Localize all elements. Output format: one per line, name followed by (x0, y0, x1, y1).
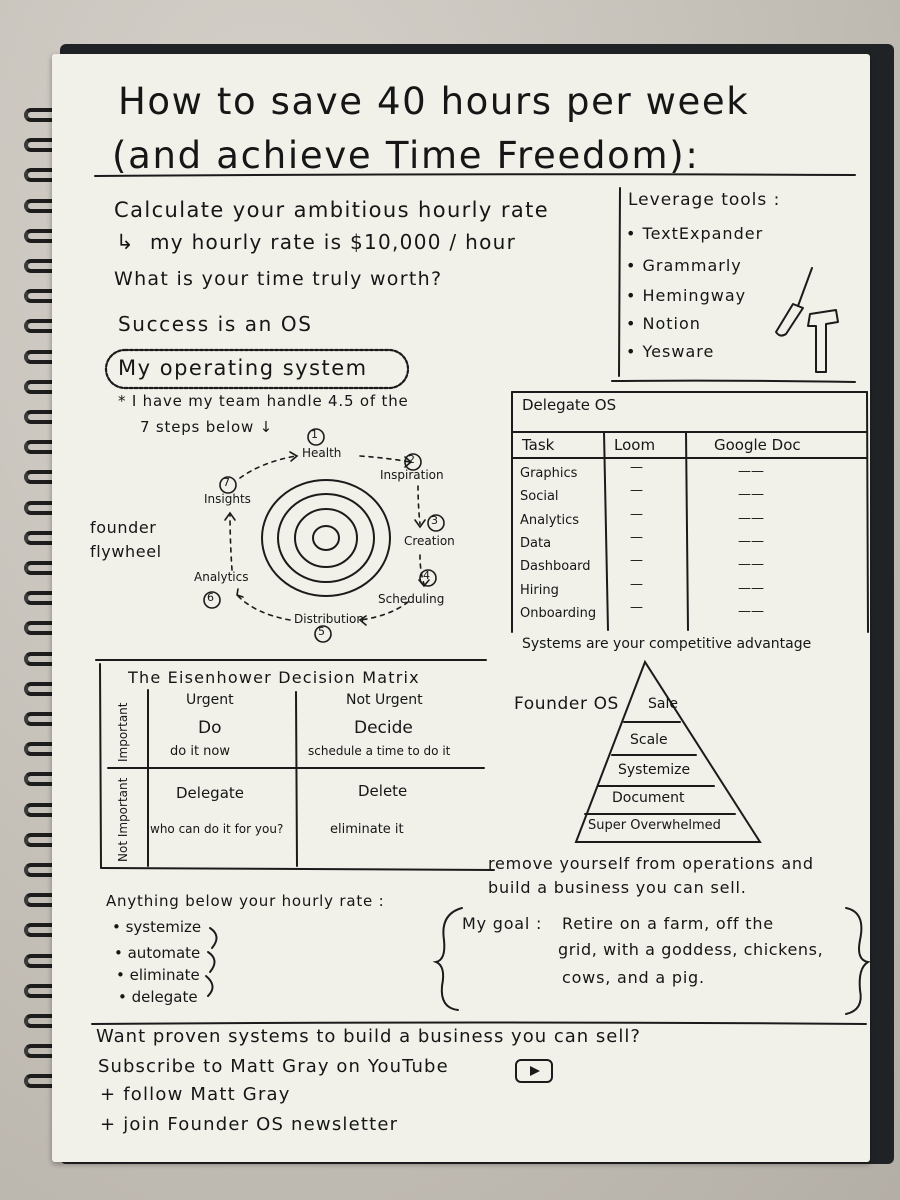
delegate-row-loom-dash: — (630, 460, 643, 475)
delegate-row-loom-dash: — (630, 599, 643, 615)
delegate-row-loom-dash: — (630, 529, 643, 545)
pyramid-level: Systemize (618, 762, 691, 778)
matrix-q1-title: Do (198, 718, 222, 738)
delegate-row-doc-dash: —— (738, 557, 764, 573)
pyramid-level: Sale (648, 696, 678, 712)
delegate-row-task: Data (520, 535, 552, 551)
tool-item: • Grammarly (626, 256, 742, 275)
goal-line-2: grid, with a goddess, chickens, (558, 940, 824, 959)
intro-time-worth: What is your time truly worth? (114, 268, 443, 290)
pyramid-level: Document (612, 790, 685, 806)
delegate-row-task: Dashboard (520, 559, 591, 575)
footer-line-4: + join Founder OS newsletter (100, 1114, 399, 1135)
pyramid-level: Super Overwhelmed (588, 818, 721, 833)
below-rate-heading: Anything below your hourly rate : (106, 892, 385, 910)
delegate-row-doc-dash: —— (738, 464, 764, 479)
tool-item: • Notion (626, 314, 701, 333)
flywheel-label-2: flywheel (90, 542, 162, 561)
founder-os-caption-2: build a business you can sell. (488, 878, 747, 897)
delegate-row-doc-dash: —— (738, 533, 764, 549)
delegate-row-task: Analytics (520, 512, 580, 528)
intro-ambitious-rate: Calculate your ambitious hourly rate (114, 198, 550, 222)
matrix-q3-subtitle: who can do it for you? (150, 822, 284, 836)
goal-line-3: cows, and a pig. (562, 968, 705, 987)
tools-heading: Leverage tools : (628, 190, 781, 210)
matrix-q4-title: Delete (358, 782, 408, 800)
flywheel-step-number: 4 (423, 569, 430, 582)
delegate-row-task: Social (520, 489, 559, 505)
os-note-line-1: * I have my team handle 4.5 of the (118, 392, 409, 410)
flywheel-step-label: Scheduling (378, 592, 445, 606)
tools-divider-line (619, 188, 620, 376)
flywheel-step-label: Insights (204, 492, 251, 506)
page-title-line-2: (and achieve Time Freedom): (112, 134, 700, 177)
tool-item: • TextExpander (626, 224, 764, 243)
matrix-q3-title: Delegate (176, 784, 244, 802)
below-rate-item: • delegate (118, 988, 198, 1006)
delegate-row-loom-dash: — (630, 576, 643, 592)
flywheel-step-number: 7 (223, 476, 230, 489)
founder-os-pyramid (576, 662, 760, 842)
goal-line-1: Retire on a farm, off the (562, 914, 774, 933)
flywheel-step-number: 5 (318, 625, 325, 638)
delegate-row-doc-dash: —— (738, 510, 764, 526)
play-button-icon[interactable] (514, 1058, 554, 1084)
delegate-row-doc-dash: —— (738, 603, 764, 619)
delegate-header-task: Task (522, 436, 555, 454)
delegate-row-loom-dash: — (630, 483, 643, 499)
flywheel-step-label: Analytics (194, 570, 249, 584)
flywheel-step-number: 1 (311, 428, 318, 441)
hourly-rate-arrow-icon: ↳ (116, 230, 134, 254)
pyramid-level: Scale (630, 732, 668, 748)
intro-success-os: Success is an OS (118, 312, 313, 336)
footer-divider-line (92, 1023, 866, 1025)
delegate-table-title: Delegate OS (522, 396, 617, 414)
matrix-q2-subtitle: schedule a time to do it (308, 744, 451, 758)
matrix-q1-subtitle: do it now (170, 744, 231, 759)
flywheel-target (262, 480, 390, 596)
matrix-col-not-urgent: Not Urgent (346, 692, 423, 708)
delegate-row-loom-dash: — (630, 506, 643, 522)
delegate-caption: Systems are your competitive advantage (522, 636, 812, 652)
matrix-row-not-important: Not Important (116, 777, 130, 862)
flywheel-step-number: 3 (431, 514, 438, 527)
delegate-row-doc-dash: —— (738, 487, 764, 503)
goal-right-brace (846, 908, 868, 1014)
delegate-row-doc-dash: —— (738, 580, 764, 596)
footer-line-2: Subscribe to Matt Gray on YouTube (98, 1056, 449, 1077)
upper-divider-line (612, 381, 855, 382)
flywheel-step-number: 6 (207, 591, 214, 604)
intro-hourly-rate: my hourly rate is $10,000 / hour (150, 230, 517, 254)
below-rate-item: • automate (114, 944, 201, 962)
tool-item: • Yesware (626, 342, 715, 361)
footer-line-3: + follow Matt Gray (100, 1084, 291, 1105)
delegate-row-loom-dash: — (630, 553, 643, 569)
founder-os-caption-1: remove yourself from operations and (488, 854, 814, 873)
flywheel-step-label: Creation (404, 534, 455, 548)
page-title-line-1: How to save 40 hours per week (118, 80, 750, 123)
below-rate-item: • eliminate (116, 966, 200, 984)
flywheel-step-label: Inspiration (380, 468, 444, 482)
delegate-row-task: Onboarding (520, 605, 597, 621)
matrix-q4-subtitle: eliminate it (330, 822, 404, 837)
goal-label: My goal : (462, 914, 543, 933)
below-rate-item: • systemize (112, 918, 202, 936)
footer-line-1: Want proven systems to build a business you can sell? (96, 1026, 641, 1047)
tool-item: • Hemingway (626, 286, 747, 305)
os-note-line-2: 7 steps below ↓ (140, 418, 274, 436)
matrix-q2-title: Decide (354, 718, 413, 738)
delegate-header-loom: Loom (614, 436, 656, 454)
matrix-row-important: Important (116, 702, 130, 762)
matrix-col-urgent: Urgent (186, 692, 234, 708)
flywheel-step-label: Distribution (294, 612, 365, 626)
os-bubble-text: My operating system (118, 356, 368, 380)
screwdriver-hammer-icon (776, 268, 838, 372)
delegate-header-google-doc: Google Doc (714, 436, 801, 454)
delegate-row-task: Graphics (520, 466, 578, 481)
founder-os-label: Founder OS (514, 694, 619, 714)
goal-left-brace (436, 908, 462, 1010)
flywheel-step-label: Health (302, 446, 342, 460)
eisenhower-matrix-lines (96, 660, 494, 870)
delegate-row-task: Hiring (520, 582, 559, 598)
matrix-title: The Eisenhower Decision Matrix (128, 668, 420, 687)
flywheel-step-number: 2 (408, 453, 415, 466)
list-curve-arrows (206, 928, 217, 996)
flywheel-label-1: founder (90, 518, 157, 537)
